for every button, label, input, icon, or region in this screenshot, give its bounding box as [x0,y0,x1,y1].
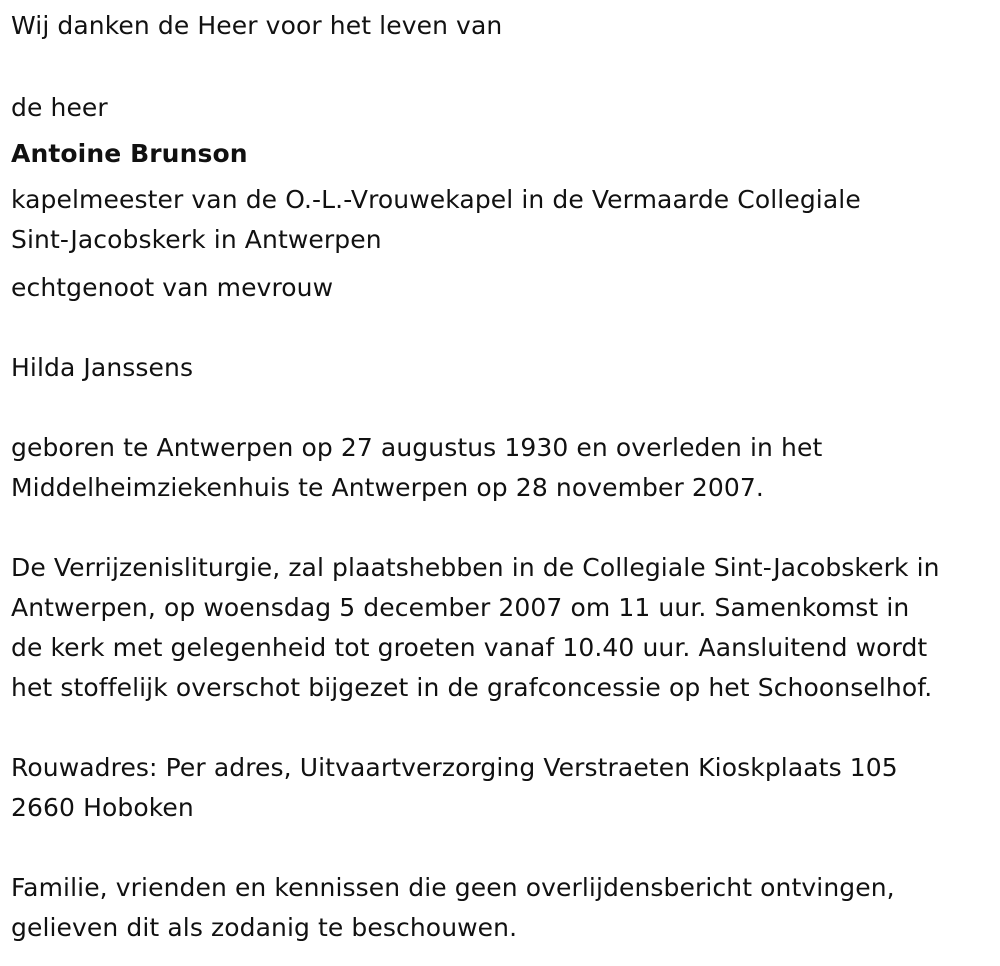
spacer [11,508,996,548]
death-notice [11,0,996,948]
closing-line-2: gelieven dit als zodanig te beschouwen. [11,913,518,942]
address-line-1: Rouwadres: Per adres, Uitvaartverzorging Verstraeten Kioskplaats 105 [11,753,898,782]
birth-death-line-1: geboren te Antwerpen op 27 augustus 1930 en overleden in het [11,433,823,462]
function-line-1: kapelmeester van de O.-L.-Vrouwekapel in de Vermaarde Collegiale [11,185,861,214]
service-line-2: Antwerpen, op woensdag 5 december 2007 om 11 uur. Samenkomst in [11,593,910,622]
spacer [11,308,996,348]
birth-death-line-2: Middelheimziekenhuis te Antwerpen op 28 november 2007. [11,473,764,502]
service-line-3: de kerk met gelegenheid tot groeten vanaf 10.40 uur. Aansluitend wordt [11,633,928,662]
closing-line-1: Familie, vrienden en kennissen die geen overlijdensbericht ontvingen, [11,873,895,902]
spouse-name: Hilda Janssens [11,353,194,382]
function-line-2: Sint-Jacobskerk in Antwerpen [11,225,382,254]
spacer [11,46,996,86]
spacer [11,708,996,748]
address-line-2: 2660 Hoboken [11,793,194,822]
title-prefix: de heer [11,93,108,122]
spacer [11,828,996,868]
spouse-label: echtgenoot van mevrouw [11,273,334,302]
service-line-1: De Verrijzenisliturgie, zal plaatshebben in de Collegiale Sint-Jacobskerk in [11,553,940,582]
spacer [11,388,996,428]
intro-text: Wij danken de Heer voor het leven van [11,11,503,40]
deceased-name: Antoine Brunson [11,139,248,168]
service-line-4: het stoffelijk overschot bijgezet in de grafconcessie op het Schoonselhof. [11,673,933,702]
